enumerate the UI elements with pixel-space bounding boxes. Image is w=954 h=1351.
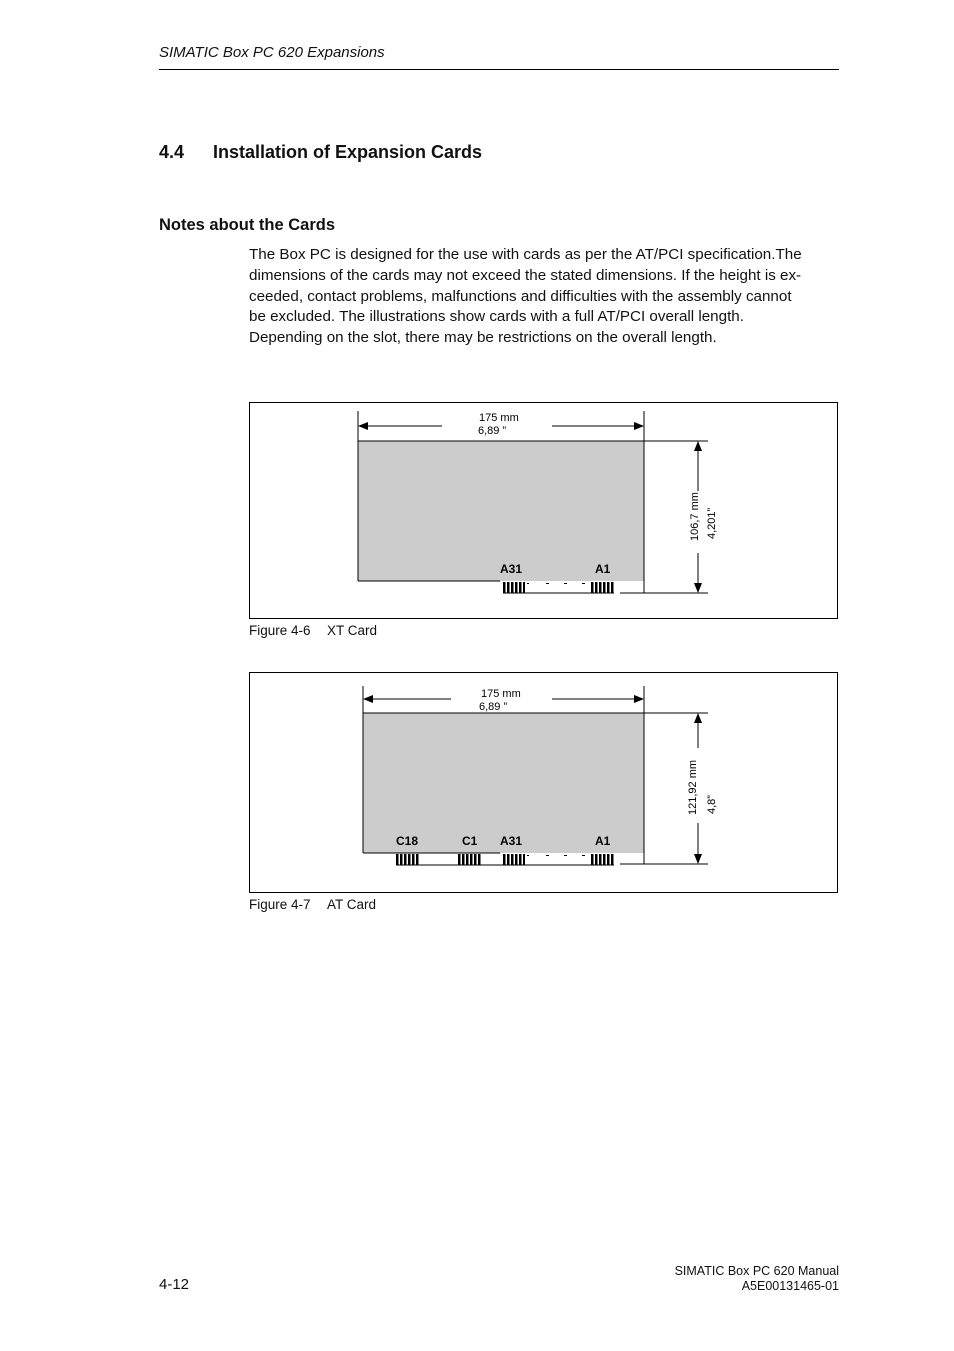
xt-card-drawing — [250, 403, 837, 618]
width-mm-label: 175 mm — [479, 412, 519, 424]
body-line: ceeded, contact problems, malfunctions and difficulties with the assembly cannot — [249, 287, 792, 305]
subsection-title: Notes about the Cards — [159, 216, 336, 234]
width-in-label: 6,89 ” — [479, 701, 508, 713]
connector-dashes — [527, 855, 585, 856]
figure-caption — [249, 897, 376, 912]
caption-number: Figure 4-6 — [249, 623, 311, 638]
caption-title: XT Card — [327, 623, 378, 638]
height-mm-label: 121,92 mm — [687, 759, 699, 815]
connector-label-a1: A1 — [595, 834, 611, 848]
body-line: dimensions of the cards may not exceed the stated dimensions. If the height is ex- — [249, 266, 802, 284]
body-line: Depending on the slot, there may be restrictions on the overall length. — [249, 329, 717, 347]
connector-pins-a1 — [591, 854, 614, 865]
card-board — [363, 713, 644, 853]
manual-title: SIMATIC Box PC 620 Manual — [674, 1264, 839, 1278]
connector-pins-c18 — [396, 854, 419, 865]
connector-pins-a1 — [591, 582, 614, 593]
at-card-drawing — [250, 673, 837, 892]
body-line: The Box PC is designed for the use with cards as per the AT/PCI specification.The — [249, 246, 802, 263]
caption-title: AT Card — [327, 897, 377, 912]
figure-at-card — [249, 672, 838, 893]
page-number: 4-12 — [159, 1276, 190, 1293]
height-in-label: 4,8” — [706, 795, 718, 814]
connector-pins-c1 — [458, 854, 481, 865]
figure-xt-card — [249, 402, 838, 619]
body-line: be excluded. The illustrations show cards with a full AT/PCI overall length. — [249, 308, 744, 326]
caption-number: Figure 4-7 — [249, 897, 311, 912]
header-rule — [159, 69, 839, 70]
width-in-label: 6,89 ” — [478, 425, 507, 437]
order-number: A5E00131465-01 — [741, 1279, 839, 1293]
connector-label-c1: C1 — [462, 834, 478, 848]
width-mm-label: 175 mm — [481, 688, 521, 700]
connector-label-a1: A1 — [595, 562, 611, 576]
footer-manual-info — [675, 1264, 839, 1294]
connector-label-a31: A31 — [500, 834, 523, 848]
figure-caption — [249, 623, 377, 638]
connector-label-a31: A31 — [500, 562, 523, 576]
height-in-label: 4,201” — [706, 507, 718, 539]
connector-dashes — [527, 583, 585, 584]
height-mm-label: 106,7 mm — [689, 492, 701, 541]
section-title: Installation of Expansion Cards — [213, 142, 483, 162]
connector-pins-a31 — [503, 582, 525, 593]
running-header: SIMATIC Box PC 620 Expansions — [159, 44, 385, 61]
card-board — [358, 441, 644, 581]
section-number: 4.4 — [159, 142, 185, 162]
connector-pins-a31 — [503, 854, 525, 865]
connector-label-c18: C18 — [396, 834, 419, 848]
body-paragraph — [249, 245, 841, 349]
